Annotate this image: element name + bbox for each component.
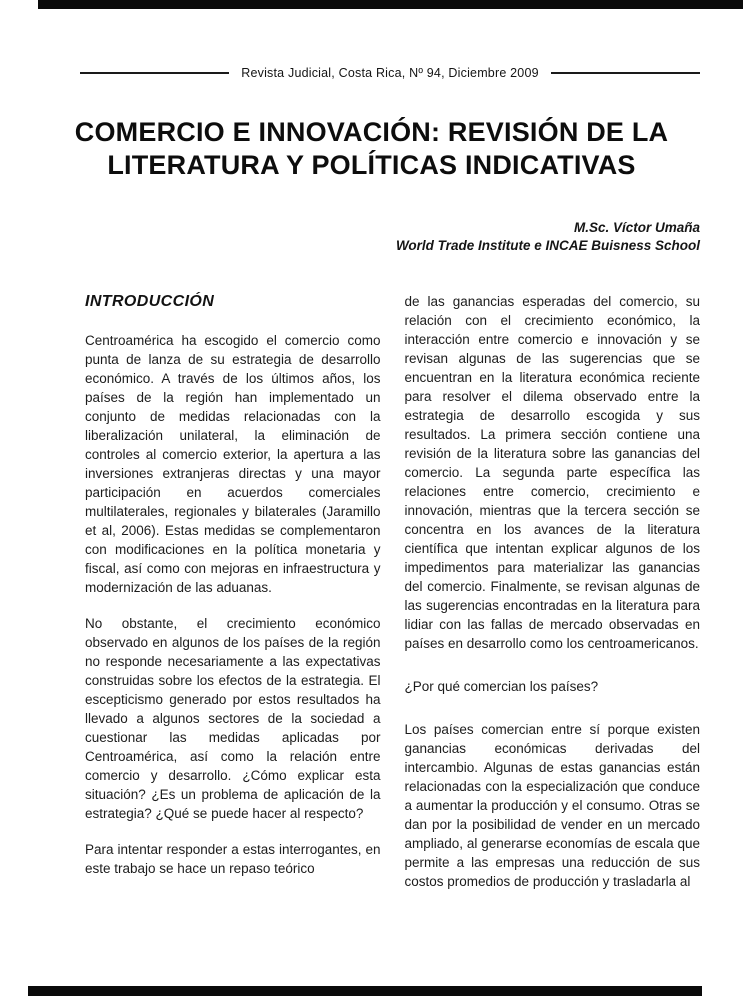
paragraph: No obstante, el crecimiento económico observado en algunos de los países de la región no responde necesariamente a las expectativas construidas sobre los efectos de la estrategia. El escepticismo generado por estos resultados ha llevado a algunos sectores de la sociedad a cuestionar las medidas aplicadas por Centroamérica, así como la relación entre comercio y desarrollo. ¿Cómo explicar esta situación? ¿Es un problema de aplicación de la estrategia? ¿Qué se puede hacer al respecto?: [85, 616, 381, 821]
article-title-line-2: LITERATURA Y POLÍTICAS INDICATIVAS: [107, 150, 636, 180]
journal-header-text: Revista Judicial, Costa Rica, Nº 94, Diciembre 2009: [241, 66, 539, 80]
byline: [396, 219, 700, 255]
author-name: M.Sc. Víctor Umaña: [573, 220, 700, 235]
subsection-question: ¿Por qué comercian los países?: [404, 679, 599, 694]
paragraph: de las ganancias esperadas del comercio, su relación con el crecimiento económico, la interacción entre comercio e innovación y se revisan algunas de las sugerencias que se encuentran en la literatura económica reciente para resolver el dilema observado entre la estrategia de desarrollo escogida y sus resultados. La primera sección contiene una revisión de la literatura sobre las ganancias del comercio. La segunda parte específica las relaciones entre comercio, crecimiento e innovación, mientras que la tercera sección se concentra en los avances de la literatura científica que intentan explicar algunos de los impedimentos para materializar las ganancias del comercio. Finalmente, se revisan algunas de las sugerencias encontradas en la literatura para lidiar con las fallas de mercado observadas en países en desarrollo como los centroamericanos.: [404, 294, 700, 651]
left-column: [85, 292, 381, 891]
paragraph: Para intentar responder a estas interrogantes, en este trabajo se hace un repaso teórico: [85, 842, 381, 876]
scan-edge-artifact-bottom: [28, 986, 702, 996]
journal-header: [80, 66, 700, 80]
author-affiliation: World Trade Institute e INCAE Buisness School: [395, 238, 700, 253]
paragraph: Centroamérica ha escogido el comercio como punta de lanza de su estrategia de desarrollo económico. A través de los últimos años, los países de la región han implementado un conjunto de medidas relacionadas con la liberalización unilateral, la eliminación de controles al comercio exterior, la apertura a las inversiones extranjeras directas y una mayor participación en acuerdos comerciales multilaterales, regionales y bilaterales (Jaramillo et al, 2006). Estas medidas se complementaron con modificaciones en la política monetaria y fiscal, así como con mejoras en infraestructura y modernización de las aduanas.: [85, 333, 381, 595]
header-rule-right: [551, 72, 700, 74]
scan-edge-artifact-top: [38, 0, 743, 9]
article-title-line-1: COMERCIO E INNOVACIÓN: REVISIÓN DE LA: [74, 117, 669, 147]
paragraph: Los países comercian entre sí porque existen ganancias económicas derivadas del intercambio. Algunas de estas ganancias están relacionadas con la especialización que conduce a aumentar la producción y el consumo. Otras se dan por la posibilidad de vender en un mercado ampliado, al generarse economías de escala que permite a las empresas una reducción de sus costos promedios de producción y trasladarla al: [404, 722, 700, 889]
article-title: [0, 116, 743, 182]
section-heading-introduccion: INTRODUCCIÓN: [85, 293, 215, 310]
header-rule-left: [80, 72, 229, 74]
article-body: [85, 292, 700, 891]
right-column: [405, 292, 701, 891]
